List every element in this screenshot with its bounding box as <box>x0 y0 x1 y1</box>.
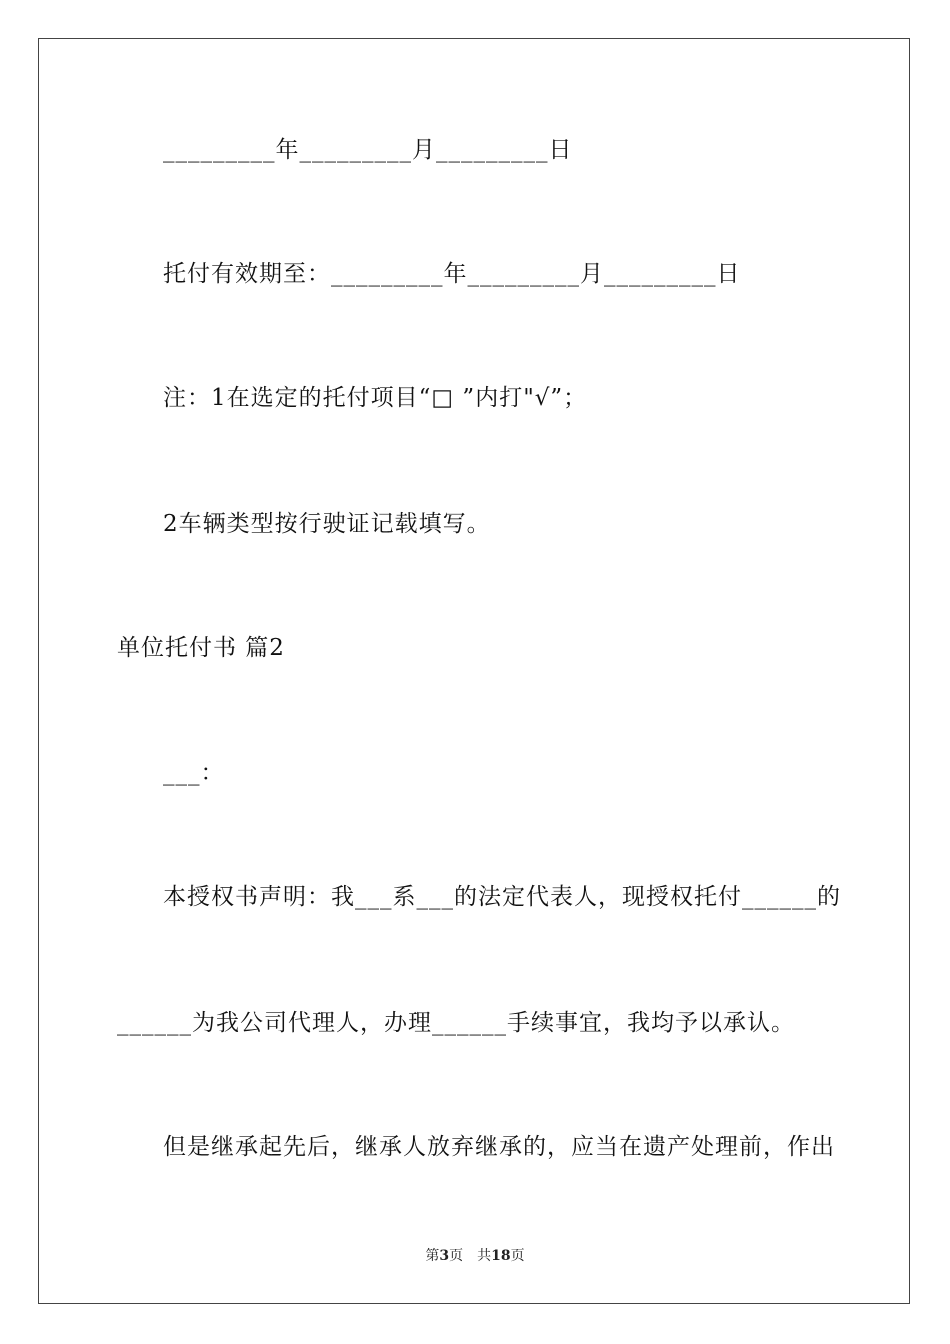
page-footer <box>0 1246 950 1266</box>
validity-date-line: 托付有效期至：_________年_________月_________日 <box>163 261 741 287</box>
declaration-line-2: ______为我公司代理人，办理______手续事宜，我均予以承认。 <box>117 1010 795 1036</box>
page-number: 3 <box>439 1248 450 1264</box>
page-prefix: 第 <box>425 1248 440 1264</box>
addressee-line: ___： <box>163 760 225 786</box>
total-prefix: 共 <box>477 1248 492 1264</box>
page-suffix: 页 <box>449 1248 464 1264</box>
note-line-1: 注：1在选定的托付项目“□ ”内打"√”； <box>163 385 588 411</box>
total-suffix: 页 <box>510 1248 525 1264</box>
declaration-line-1: 本授权书声明：我___系___的法定代表人，现授权托付______的 <box>163 884 841 910</box>
note-line-2: 2车辆类型按行驶证记载填写。 <box>163 511 491 537</box>
date-blank-line: _________年_________月_________日 <box>163 137 573 163</box>
total-pages: 18 <box>491 1248 511 1264</box>
section-heading: 单位托付书 篇2 <box>117 635 285 661</box>
page-border <box>38 38 910 1304</box>
body-paragraph-line: 但是继承起先后，继承人放弃继承的，应当在遗产处理前，作出 <box>163 1134 835 1160</box>
